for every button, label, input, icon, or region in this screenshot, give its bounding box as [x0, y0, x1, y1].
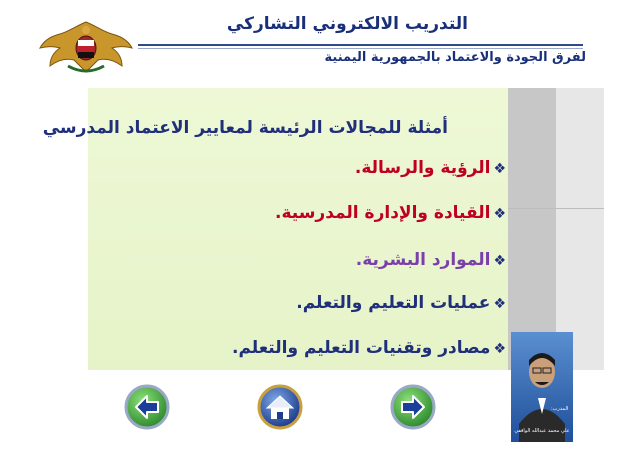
header	[0, 0, 638, 88]
header-divider	[138, 44, 583, 46]
diamond-bullet-icon: ❖	[493, 206, 506, 222]
list-item-text: الرؤية والرسالة.	[354, 158, 491, 178]
list-item	[296, 293, 506, 313]
slide-title: أمثلة للمجالات الرئيسة لمعايير الاعتماد المدرسي	[42, 118, 448, 138]
trainer-label: المدرب:	[551, 406, 569, 412]
list-item	[232, 338, 506, 358]
back-button[interactable]	[124, 384, 170, 430]
home-button[interactable]	[257, 384, 303, 430]
list-item	[275, 203, 506, 223]
header-subtitle: لفرق الجودة والاعتماد بالجمهورية اليمنية	[324, 50, 586, 65]
diamond-bullet-icon: ❖	[493, 161, 506, 177]
list-item-text: القيادة والإدارة المدرسية.	[275, 203, 491, 223]
trainer-name: علي محمد عبدالله الواقفي	[514, 428, 570, 434]
diamond-bullet-icon: ❖	[493, 253, 506, 269]
list-item-text: مصادر وتقنيات التعليم والتعلم.	[231, 338, 491, 358]
trainer-photo	[511, 332, 573, 442]
next-button[interactable]	[390, 384, 436, 430]
header-divider-thin	[138, 48, 583, 49]
list-item	[356, 250, 506, 270]
diamond-bullet-icon: ❖	[493, 341, 506, 357]
diamond-bullet-icon: ❖	[493, 296, 506, 312]
list-item-text: الموارد البشرية.	[355, 250, 491, 270]
side-panel	[508, 88, 556, 370]
list-item	[355, 158, 506, 178]
side-divider	[508, 208, 604, 209]
header-title: التدريب الالكتروني التشاركي	[226, 14, 468, 34]
yemen-emblem-logo	[38, 18, 134, 76]
side-strip	[556, 88, 604, 370]
list-item-text: عمليات التعليم والتعلم.	[296, 293, 491, 313]
